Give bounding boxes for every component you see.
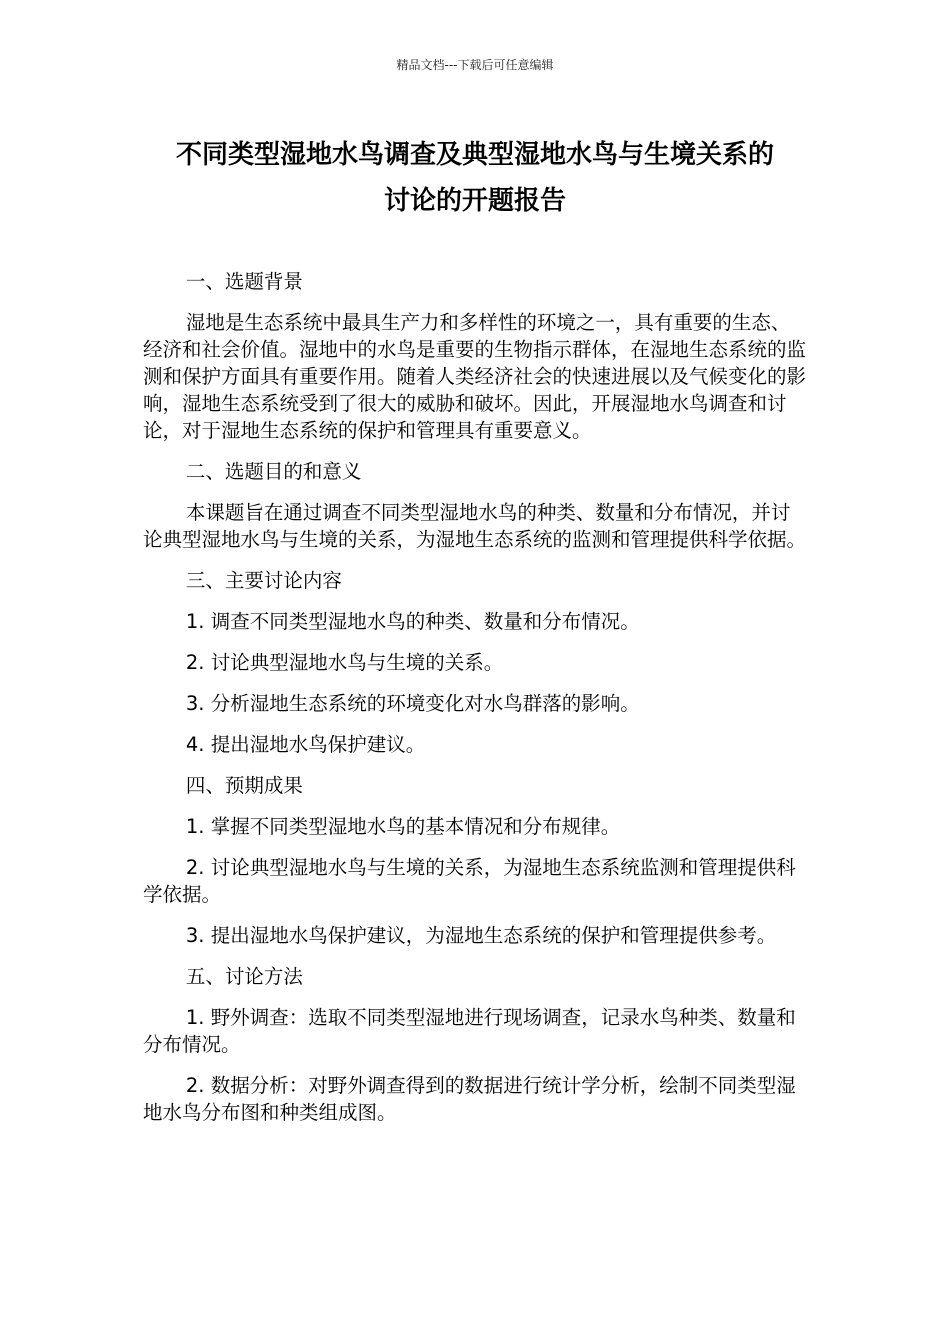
- list-item: 1. 调查不同类型湿地水鸟的种类、数量和分布情况。: [185, 610, 640, 633]
- list-item: 2. 讨论典型湿地水鸟与生境的关系。: [185, 651, 504, 674]
- list-item: 1. 掌握不同类型湿地水鸟的基本情况和分布规律。: [185, 815, 621, 838]
- section-heading-background: 一、选题背景: [185, 270, 303, 293]
- section-body-background: 湿地是生态系统中最具生产力和多样性的环境之一，具有重要的生态、经济和社会价值。湿地中的水鸟是重要的生物指示群体，在湿地生态系统的监测和保护方面具有重要作用。随着人类经济社会的快速进展以及气候变化的影响，湿地生态系统受到了很大的威胁和破坏。因此，开展湿地水鸟调查和讨论，对于湿地生态系统的保护和管理具有重要意义。: [143, 311, 807, 442]
- section-heading-expected-results: 四、预期成果: [185, 774, 303, 797]
- list-item: 2. 讨论典型湿地水鸟与生境的关系，为湿地生态系统监测和管理提供科学依据。: [143, 856, 796, 906]
- section-heading-methods: 五、讨论方法: [185, 965, 303, 988]
- list-item: 4. 提出湿地水鸟保护建议。: [185, 733, 426, 756]
- section-heading-purpose: 二、选题目的和意义: [185, 460, 362, 483]
- list-item: 1. 野外调查：选取不同类型湿地进行现场调查，记录水鸟种类、数量和分布情况。: [143, 1006, 796, 1056]
- document-title-line-1: 不同类型湿地水鸟调查及典型湿地水鸟与生境关系的: [175, 140, 774, 170]
- section-body-purpose: 本课题旨在通过调查不同类型湿地水鸟的种类、数量和分布情况，并讨论典型湿地水鸟与生境的关系，为湿地生态系统的监测和管理提供科学依据。: [143, 501, 807, 551]
- document-body: [143, 268, 808, 1140]
- section-heading-main-content: 三、主要讨论内容: [185, 569, 342, 592]
- list-item: 3. 提出湿地水鸟保护建议，为湿地生态系统的保护和管理提供参考。: [185, 924, 777, 947]
- document-title: [120, 132, 830, 224]
- page-header: 精品文档---下载后可任意编辑: [396, 58, 554, 72]
- list-item: 3. 分析湿地生态系统的环境变化对水鸟群落的影响。: [185, 692, 640, 715]
- list-item: 2. 数据分析：对野外调查得到的数据进行统计学分析，绘制不同类型湿地水鸟分布图和种类组成图。: [143, 1074, 796, 1124]
- document-title-line-2: 讨论的开题报告: [383, 186, 566, 216]
